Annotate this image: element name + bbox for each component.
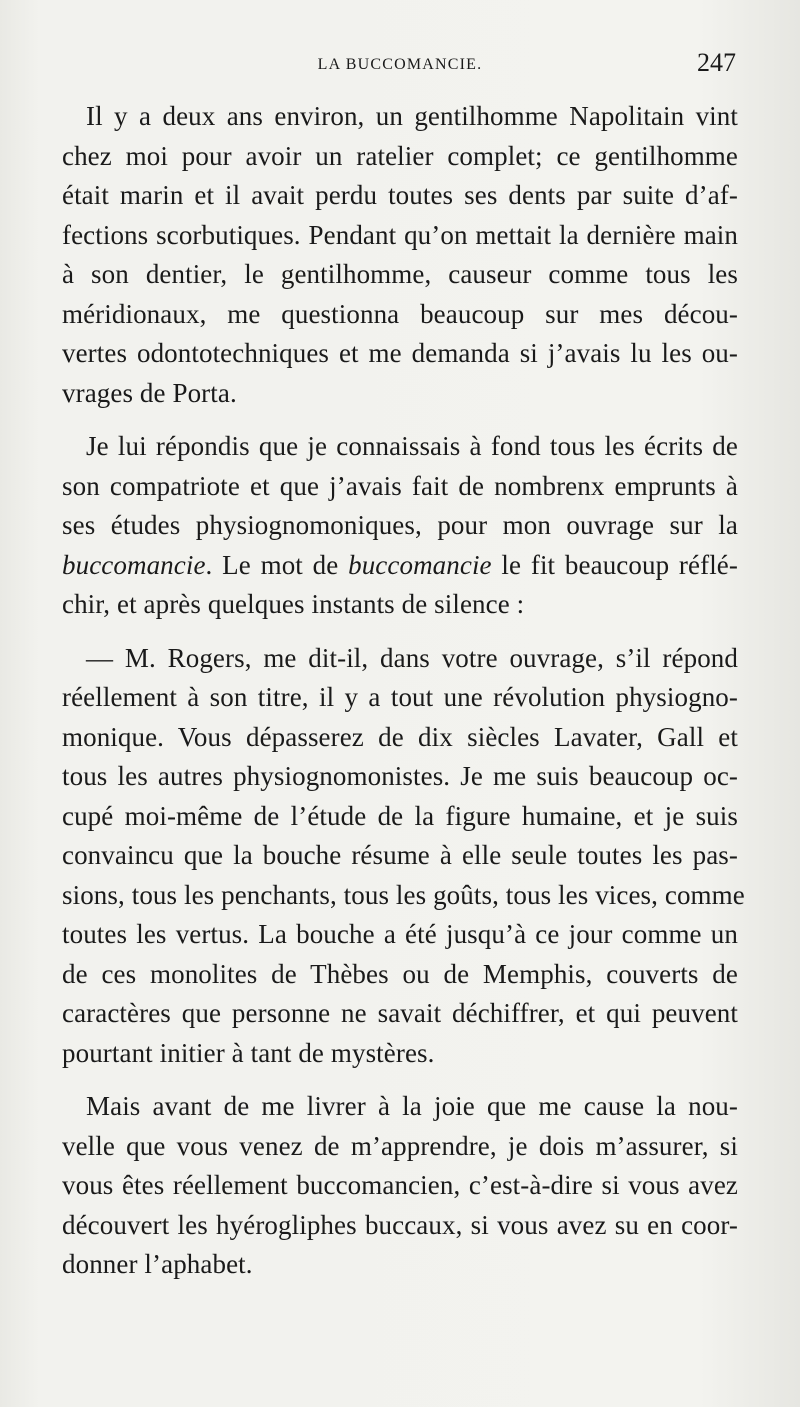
text-line: velle que vous venez de m’apprendre, je dois m’assurer, si [62,1130,738,1161]
text-line: son compatriote et que j’avais fait de nombrenx emprunts à [62,470,738,501]
text-line: vrages de Porta. [62,377,237,408]
text-line: tous les autres physiognomonistes. Je me suis beaucoup oc- [62,761,738,791]
text-line: Il y a deux ans environ, un gentilhomme Napolitain vint [86,101,738,131]
text-line: fections scorbutiques. Pendant qu’on mettait la dernière main [62,219,738,250]
text-line: découvert les hyérogliphes buccaux, si vous avez su en coor- [62,1209,738,1240]
text-line: sions, tous les penchants, tous les goûts, tous les vices, comme [62,879,745,910]
text-line: était marin et il avait perdu toutes ses dents par suite d’af- [62,180,738,210]
paragraph-4 [62,1087,738,1285]
text-line: — M. Rogers, me dit-il, dans votre ouvrage, s’il répond [86,642,738,673]
text-line: Je lui répondis que je connaissais à fond tous les écrits de [86,431,738,461]
text-line: buccomancie. Le mot de buccomancie le fit beaucoup réflé- [62,549,738,580]
text-line: vertes odontotechniques et me demanda si j’avais lu les ou- [62,338,738,368]
text-line: pourtant initier à tant de mystères. [62,1037,435,1068]
text-line: à son dentier, le gentilhomme, causeur comme tous les [62,259,738,289]
text-line: caractères que personne ne savait déchiffrer, et qui peuvent [62,998,738,1028]
running-title: LA BUCCOMANCIE. [317,56,483,73]
text-line: Mais avant de me livrer à la joie que me cause la nou- [86,1091,738,1121]
text-line: de ces monolites de Thèbes ou de Memphis, couverts de [62,958,738,989]
italic-term: buccomancie [62,549,206,580]
paragraph-1 [62,97,738,413]
text-line: ses études physiognomoniques, pour mon ouvrage sur la [62,510,738,540]
text-line: monique. Vous dépasserez de dix siècles Lavater, Gall et [62,721,738,752]
italic-term: buccomancie [348,549,492,580]
text-line: toutes les vertus. La bouche a été jusqu’à ce jour comme un [62,919,738,949]
text-line: convaincu que la bouche résume à elle seule toutes les pas- [62,840,738,870]
page-header [60,48,740,82]
page-number: 247 [697,48,736,77]
paragraph-3 [62,639,745,1074]
text-line: chir, et après quelques instants de silence : [62,589,525,619]
paragraph-2 [62,427,738,625]
text-line: vous êtes réellement buccomancien, c’est-à-dire si vous avez [62,1170,738,1200]
text-line: méridionaux, me questionna beaucoup sur mes décou- [62,298,738,329]
body-text [62,97,745,1285]
text-line: chez moi pour avoir un ratelier complet; ce gentilhomme [62,140,738,171]
text-line: cupé moi-même de l’étude de la figure humaine, et je suis [62,800,738,831]
text-line: donner l’aphabet. [62,1249,253,1279]
text-line: réellement à son titre, il y a tout une révolution physiogno- [62,682,738,712]
